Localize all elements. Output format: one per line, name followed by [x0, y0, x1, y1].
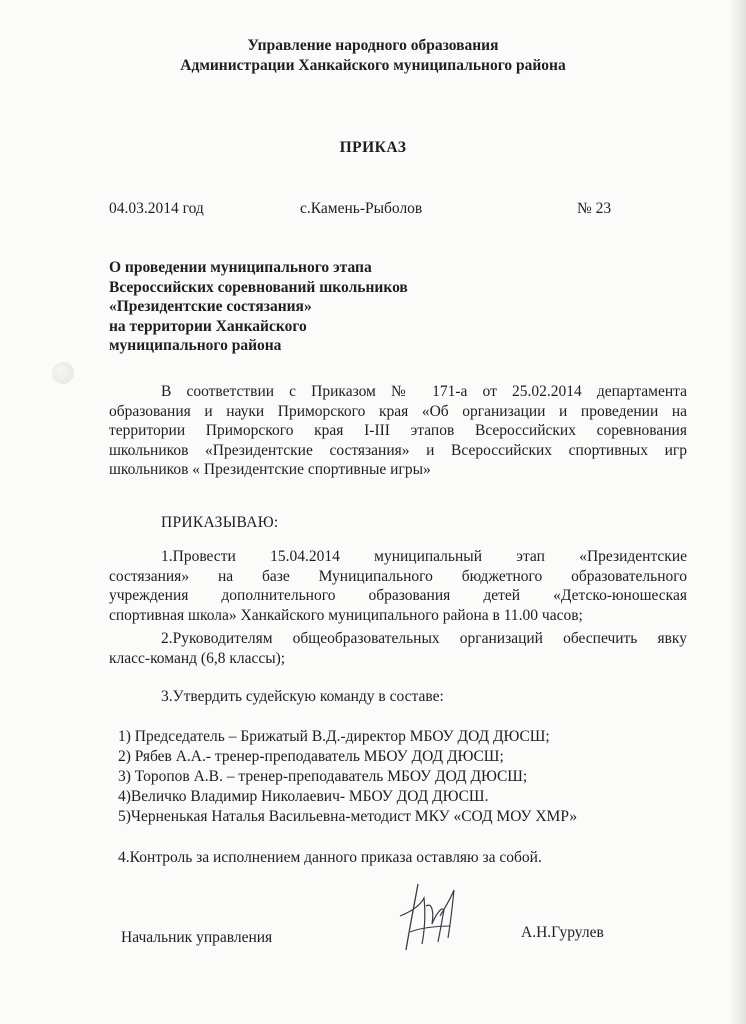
- preamble-line: В соответствии с Приказом № 171-а от 25.02.2014 департамента: [161, 383, 687, 400]
- item-1-line: 1.Провести 15.04.2014 муниципальный этап «Президентские: [161, 548, 687, 565]
- subject-line: муниципального района: [109, 337, 282, 354]
- item-2-line: класс-команд (6,8 классы);: [109, 649, 286, 667]
- preamble-line: школьников «Президентские состязания» и Всероссийских спортивных игр: [109, 441, 687, 459]
- subject-line: на территории Ханкайского: [109, 317, 307, 335]
- signatory-name: А.Н.Гурулев: [521, 924, 604, 941]
- item-1-paragraph: [109, 547, 687, 625]
- document-title: ПРИКАЗ: [339, 139, 407, 156]
- order-date: 04.03.2014 год: [109, 200, 204, 217]
- judge-1: 1) Председатель – Брижатый В.Д.-директор МБОУ ДОД ДЮСШ;: [118, 728, 550, 745]
- judge-2: 2) Рябев А.А.- тренер-преподаватель МБОУ ДОД ДЮСШ;: [118, 748, 504, 765]
- preamble-line: школьников « Президентские спортивные игры»: [109, 461, 431, 478]
- item-2-line: 2.Руководителям общеобразовательных организаций обеспечить явку: [161, 630, 687, 647]
- item-2-paragraph: [109, 629, 687, 668]
- item-4: 4.Контроль за исполнением данного приказа оставляю за собой.: [118, 849, 542, 866]
- item-1-line: состязания» на базе Муниципального бюджетного образовательного: [109, 567, 687, 585]
- punch-hole: [52, 362, 74, 384]
- order-place: с.Камень-Рыболов: [300, 200, 423, 217]
- subject-line: О проведении муниципального этапа: [109, 259, 372, 276]
- order-subject: [109, 258, 529, 356]
- judge-3: 3) Торопов А.В. – тренер-преподаватель МБОУ ДОД ДЮСШ;: [118, 768, 528, 785]
- item-1-line: спортивная школа» Ханкайского муниципального района в 11.00 часов;: [109, 606, 583, 624]
- subject-line: Всероссийских соревнований школьников: [109, 278, 408, 296]
- item-3: 3.Утвердить судейскую команду в составе:: [161, 688, 444, 705]
- handwritten-signature: [380, 876, 470, 956]
- header-line-2: Администрации Ханкайского муниципального района: [180, 57, 566, 74]
- order-number: № 23: [577, 200, 612, 217]
- preamble-line: образования и науки Приморского края «Об организации и проведении на: [109, 402, 687, 420]
- header-line-1: Управление народного образования: [247, 37, 499, 54]
- subject-line: «Президентские состязания»: [109, 298, 312, 315]
- item-1-line: учреждения дополнительного образования детей «Детско-юношеская: [109, 587, 687, 604]
- preamble-line: территории Приморского края I-III этапов Всероссийских соревнования: [109, 422, 687, 439]
- judge-4: 4)Величко Владимир Николаевич- МБОУ ДОД ДЮСШ.: [118, 788, 489, 805]
- order-directive: ПРИКАЗЫВАЮ:: [161, 514, 279, 531]
- signatory-position: Начальник управления: [121, 929, 273, 946]
- document-header: [0, 36, 746, 76]
- preamble-paragraph: [109, 382, 687, 480]
- judge-5: 5)Черненькая Наталья Васильевна-методист МКУ «СОД МОУ ХМР»: [118, 808, 578, 825]
